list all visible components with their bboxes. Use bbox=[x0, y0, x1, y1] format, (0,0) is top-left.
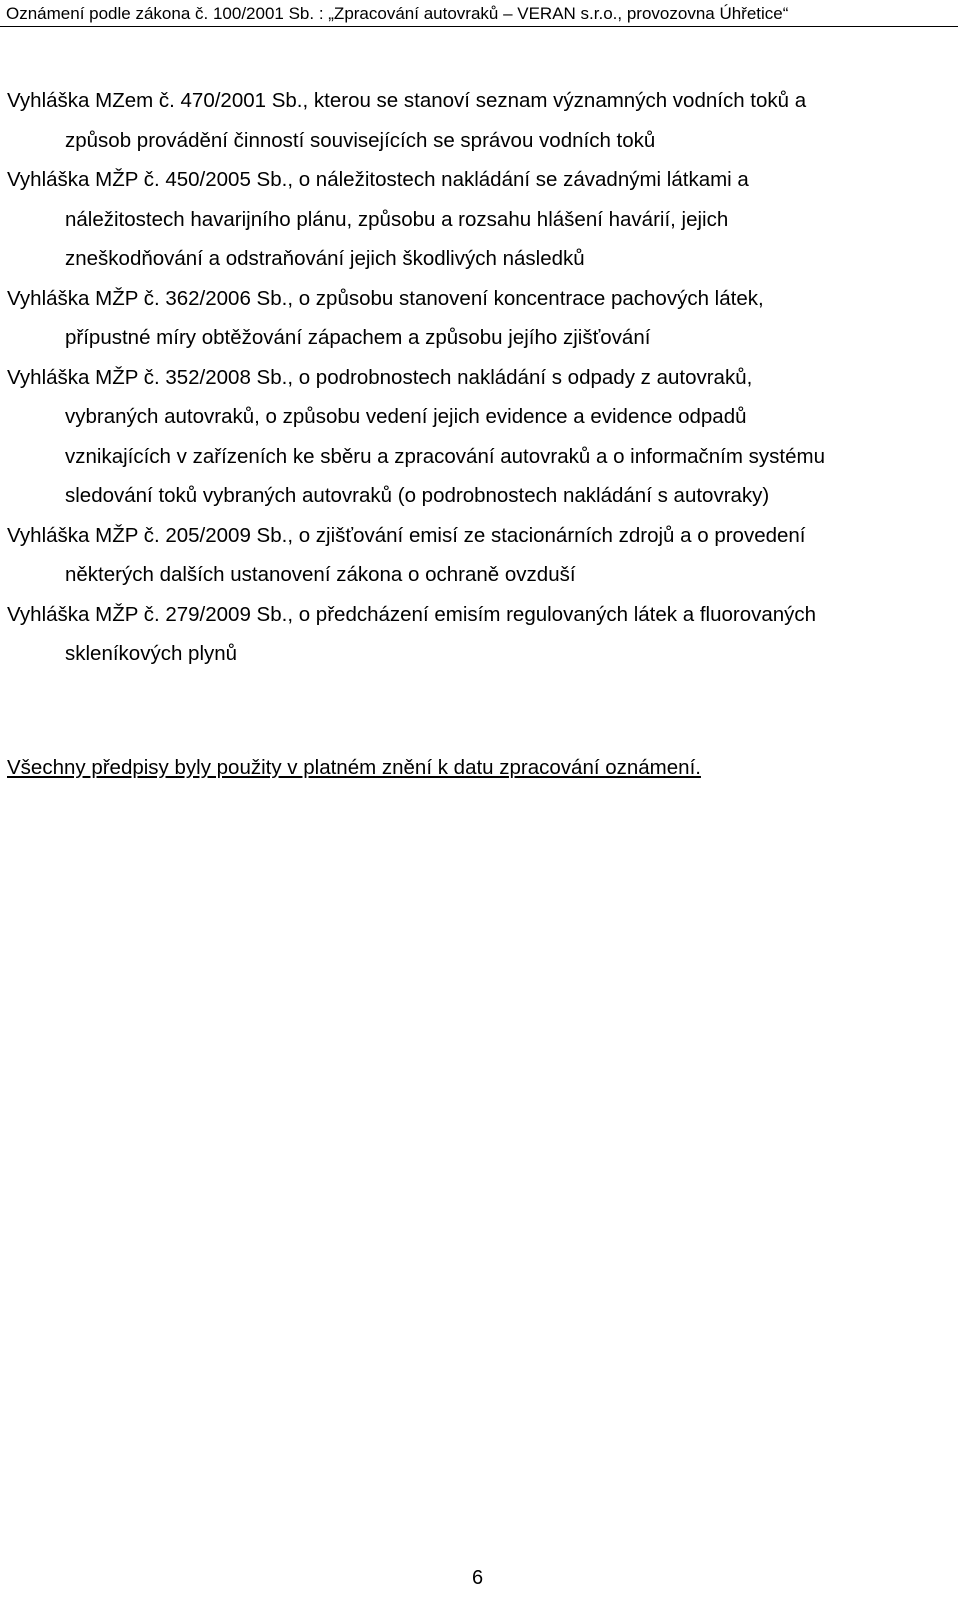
regulation-continuation bbox=[7, 121, 957, 161]
page-header bbox=[0, 0, 958, 27]
validity-note: Všechny předpisy byly použity v platném znění k datu zpracování oznámení. bbox=[7, 756, 701, 779]
regulation-line: vybraných autovraků, o způsobu vedení jejich evidence a evidence odpadů bbox=[65, 405, 747, 428]
regulation-line: vznikajících v zařízeních ke sběru a zpracování autovraků a o informačním systému bbox=[65, 444, 825, 468]
regulation-line: Vyhláška MZem č. 470/2001 Sb., kterou se stanoví seznam významných vodních toků a bbox=[7, 89, 807, 112]
header-title: Oznámení podle zákona č. 100/2001 Sb. : „Zpracování autovraků – VERAN s.r.o., provozovna Úhřetice“ bbox=[6, 4, 789, 23]
regulation-line: Vyhláška MŽP č. 450/2005 Sb., o náležitostech nakládání se závadnými látkami a bbox=[7, 168, 749, 191]
regulation-line: Vyhláška MŽP č. 205/2009 Sb., o zjišťování emisí ze stacionárních zdrojů a o provedení bbox=[7, 523, 806, 547]
regulation-line: sledování toků vybraných autovraků (o podrobnostech nakládání s autovraky) bbox=[65, 484, 770, 507]
regulation-list bbox=[7, 81, 957, 674]
regulation-line: Vyhláška MŽP č. 352/2008 Sb., o podrobnostech nakládání s odpady z autovraků, bbox=[7, 365, 753, 389]
regulation-line: Vyhláška MŽP č. 279/2009 Sb., o předcházení emisím regulovaných látek a fluorovaných bbox=[7, 602, 817, 626]
regulation-continuation bbox=[7, 555, 957, 595]
regulation-item bbox=[7, 160, 957, 279]
regulation-continuation bbox=[7, 634, 957, 674]
regulation-item bbox=[7, 279, 957, 358]
regulation-item bbox=[7, 81, 957, 160]
regulation-line: některých dalších ustanovení zákona o ochraně ovzduší bbox=[65, 563, 576, 586]
regulation-item bbox=[7, 358, 957, 516]
regulation-continuation bbox=[7, 397, 957, 516]
regulation-continuation bbox=[7, 200, 957, 279]
regulation-line: způsob provádění činností souvisejících se správou vodních toků bbox=[65, 128, 656, 152]
regulation-line: skleníkových plynů bbox=[65, 642, 238, 665]
regulation-line: přípustné míry obtěžování zápachem a způsobu jejího zjišťování bbox=[65, 326, 651, 349]
regulation-line: Vyhláška MŽP č. 362/2006 Sb., o způsobu stanovení koncentrace pachových látek, bbox=[7, 286, 764, 310]
page-number: 6 bbox=[472, 1567, 484, 1589]
regulation-continuation bbox=[7, 318, 957, 358]
regulation-line: zneškodňování a odstraňování jejich škodlivých následků bbox=[65, 247, 585, 270]
regulation-item bbox=[7, 595, 957, 674]
regulation-item bbox=[7, 516, 957, 595]
regulation-line: náležitostech havarijního plánu, způsobu a rozsahu hlášení havárií, jejich bbox=[65, 207, 729, 231]
